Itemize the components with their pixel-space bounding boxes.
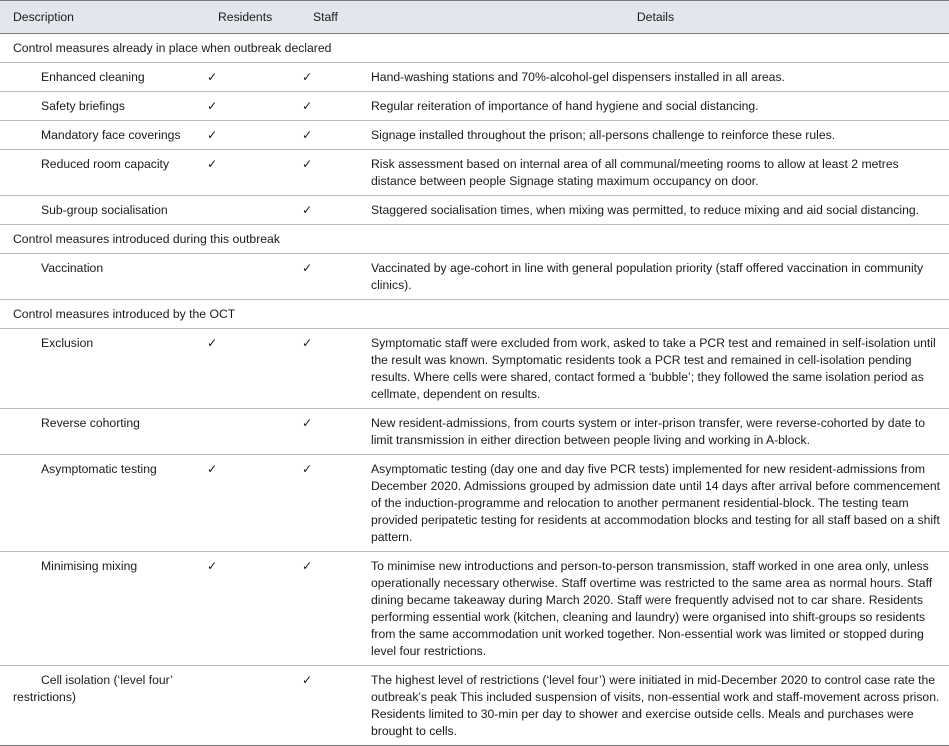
table-row — [0, 329, 949, 409]
section-header-row — [0, 225, 949, 254]
measure-description-text: Cell isolation (‘level four’ restrictions) — [13, 673, 173, 704]
measure-description-text: Exclusion — [41, 336, 94, 350]
measure-description — [0, 92, 205, 121]
staff-check: ✓ — [300, 63, 362, 92]
measure-details: Asymptomatic testing (day one and day five PCR tests) implemented for new resident-admissions from December 2020. Admissions grouped by admission date until 14 days after arrival before commencement of the induction-programme and relocation to another permanent residential-block. The testing team provided peripatetic testing for residents at accommodation blocks and testing for all staff based on a shift pattern. — [362, 455, 949, 552]
section-header-row — [0, 300, 949, 329]
measure-details: Symptomatic staff were excluded from work, asked to take a PCR test and remained in self-isolation until the result was known. Symptomatic residents took a PCR test and remained in cell-isolation pending results. Where cells were shared, contact formed a ‘bubble’; they followed the same isolation period as cellmate, dependent on results. — [362, 329, 949, 409]
measure-details: Risk assessment based on internal area of all communal/meeting rooms to allow at least 2 metres distance between people Signage stating maximum occupancy on door. — [362, 150, 949, 196]
residents-check: ✓ — [205, 121, 300, 150]
table-row — [0, 150, 949, 196]
table-row — [0, 409, 949, 455]
measure-description-text: Vaccination — [41, 261, 104, 275]
table-row — [0, 121, 949, 150]
measure-description-text: Reverse cohorting — [41, 416, 140, 430]
table-row — [0, 254, 949, 300]
residents-check: ✓ — [205, 455, 300, 552]
measure-description-text: Enhanced cleaning — [41, 70, 145, 84]
measure-description-text: Safety briefings — [41, 99, 126, 113]
staff-check: ✓ — [300, 121, 362, 150]
measure-description-text: Reduced room capacity — [41, 157, 170, 171]
staff-check: ✓ — [300, 329, 362, 409]
measure-description — [0, 150, 205, 196]
measure-description — [0, 196, 205, 225]
staff-check: ✓ — [300, 455, 362, 552]
residents-check — [205, 196, 300, 225]
measure-details: Vaccinated by age-cohort in line with general population priority (staff offered vaccination in community clinics). — [362, 254, 949, 300]
section-title: Control measures already in place when outbreak declared — [0, 34, 949, 63]
residents-check — [205, 409, 300, 455]
measure-details: Signage installed throughout the prison; all-persons challenge to reinforce these rules. — [362, 121, 949, 150]
measure-description — [0, 552, 205, 666]
staff-check: ✓ — [300, 254, 362, 300]
measure-description — [0, 455, 205, 552]
residents-check: ✓ — [205, 329, 300, 409]
section-title: Control measures introduced by the OCT — [0, 300, 949, 329]
header-row — [0, 1, 949, 34]
measure-description — [0, 666, 205, 746]
table-body — [0, 34, 949, 746]
section-title: Control measures introduced during this outbreak — [0, 225, 949, 254]
table-row — [0, 455, 949, 552]
header-residents: Residents — [205, 1, 300, 34]
staff-check: ✓ — [300, 196, 362, 225]
measure-description-text: Sub-group socialisation — [41, 203, 168, 217]
measure-details: Hand-washing stations and 70%-alcohol-gel dispensers installed in all areas. — [362, 63, 949, 92]
measure-description — [0, 254, 205, 300]
header-details: Details — [362, 1, 949, 34]
measure-description — [0, 63, 205, 92]
section-header-row — [0, 34, 949, 63]
measure-description-text: Asymptomatic testing — [41, 462, 157, 476]
table-row — [0, 552, 949, 666]
measure-details: Regular reiteration of importance of hand hygiene and social distancing. — [362, 92, 949, 121]
measure-description — [0, 409, 205, 455]
staff-check: ✓ — [300, 150, 362, 196]
header-staff: Staff — [300, 1, 362, 34]
staff-check: ✓ — [300, 409, 362, 455]
residents-check — [205, 254, 300, 300]
table-row — [0, 196, 949, 225]
residents-check: ✓ — [205, 63, 300, 92]
table-row — [0, 63, 949, 92]
staff-check: ✓ — [300, 92, 362, 121]
residents-check: ✓ — [205, 552, 300, 666]
table-row — [0, 92, 949, 121]
residents-check: ✓ — [205, 150, 300, 196]
residents-check — [205, 666, 300, 746]
measure-description — [0, 121, 205, 150]
measure-details: New resident-admissions, from courts system or inter-prison transfer, were reverse-cohorted by date to limit transmission in either direction between people living and working in A-block. — [362, 409, 949, 455]
table-row — [0, 666, 949, 746]
staff-check: ✓ — [300, 666, 362, 746]
measure-description-text: Minimising mixing — [41, 559, 138, 573]
header-description: Description — [0, 1, 205, 34]
measure-details: The highest level of restrictions (‘level four’) were initiated in mid-December 2020 to control case rate the outbreak’s peak This included suspension of visits, non-essential work and staff-movement across prison. Residents limited to 30-min per day to shower and exercise outside cells. Meals and purchases were brought to cells. — [362, 666, 949, 746]
measure-details: Staggered socialisation times, when mixing was permitted, to reduce mixing and aid social distancing. — [362, 196, 949, 225]
residents-check: ✓ — [205, 92, 300, 121]
measure-description — [0, 329, 205, 409]
measure-description-text: Mandatory face coverings — [41, 128, 181, 142]
staff-check: ✓ — [300, 552, 362, 666]
measure-details: To minimise new introductions and person-to-person transmission, staff worked in one area only, unless operationally necessary otherwise. Staff overtime was restricted to the same area as normal hours. Staff dining became takeaway during March 2020. Staff were frequently advised not to car share. Residents performing essential work (kitchen, cleaning and laundry) were organised into shift-groups so residents from the same accommodation unit worked together. Non-essential work was limited or stopped during level four restrictions. — [362, 552, 949, 666]
